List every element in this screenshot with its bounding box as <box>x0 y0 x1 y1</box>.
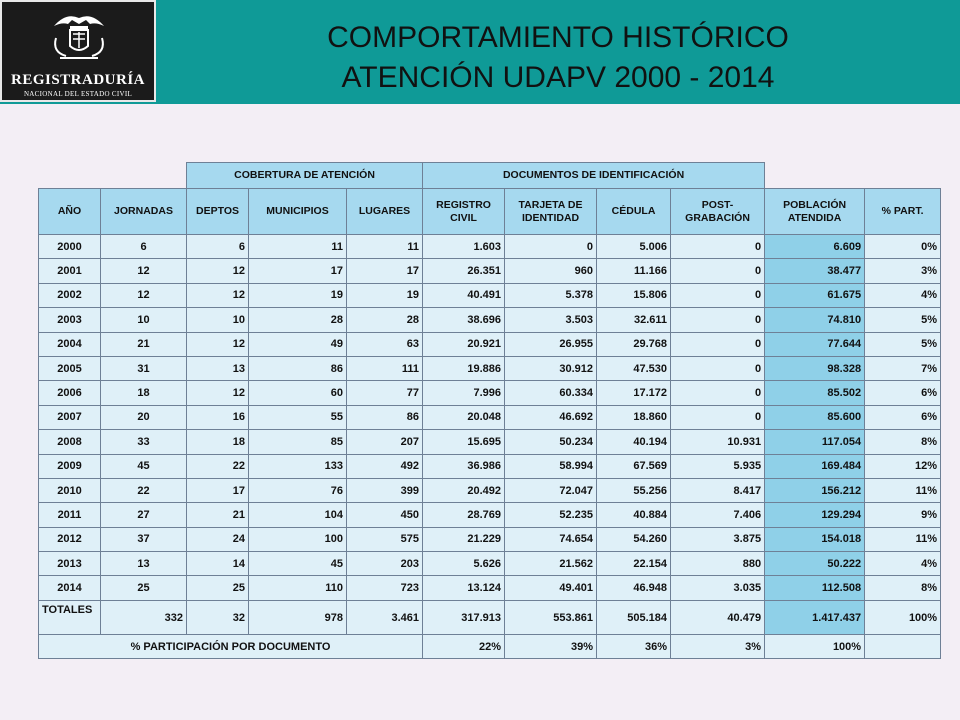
column-header: % PART. <box>865 189 941 235</box>
table-cell: 21.229 <box>423 527 505 551</box>
table-cell: 20 <box>101 405 187 429</box>
table-row <box>39 381 941 405</box>
table-cell: 9% <box>865 503 941 527</box>
table-cell: 19.886 <box>423 356 505 380</box>
table-cell: 85 <box>249 430 347 454</box>
participation-cell: 22% <box>423 635 505 659</box>
table-cell: 85.600 <box>765 405 865 429</box>
table-cell: 98.328 <box>765 356 865 380</box>
table-cell: 17 <box>249 259 347 283</box>
table-cell: 0 <box>671 235 765 259</box>
column-header: MUNICIPIOS <box>249 189 347 235</box>
table-cell: 45 <box>101 454 187 478</box>
table-cell: 38.696 <box>423 308 505 332</box>
table-cell: 85.502 <box>765 381 865 405</box>
table-cell: 8% <box>865 430 941 454</box>
table-cell: 169.484 <box>765 454 865 478</box>
table-cell: 20.921 <box>423 332 505 356</box>
coat-of-arms-icon <box>46 8 112 64</box>
table-cell: 10 <box>101 308 187 332</box>
table-cell: 4% <box>865 552 941 576</box>
totals-cell: 32 <box>187 600 249 635</box>
totals-cell: 505.184 <box>597 600 671 635</box>
table-row <box>39 308 941 332</box>
table-cell: 112.508 <box>765 576 865 600</box>
table-cell: 6% <box>865 381 941 405</box>
table-cell: 50.234 <box>505 430 597 454</box>
table-row <box>39 527 941 551</box>
table-cell: 30.912 <box>505 356 597 380</box>
table-cell: 36.986 <box>423 454 505 478</box>
table-cell: 21 <box>187 503 249 527</box>
table-cell: 8% <box>865 576 941 600</box>
table-cell: 3% <box>865 259 941 283</box>
table-cell: 13 <box>101 552 187 576</box>
table-cell: 12 <box>187 332 249 356</box>
table-cell: 4% <box>865 283 941 307</box>
table-cell: 10 <box>187 308 249 332</box>
table-cell: 14 <box>187 552 249 576</box>
table-cell: 0 <box>671 332 765 356</box>
totals-cell: 978 <box>249 600 347 635</box>
totals-row <box>39 600 941 635</box>
table-cell: 2005 <box>39 356 101 380</box>
table-cell: 49 <box>249 332 347 356</box>
table-cell: 6 <box>101 235 187 259</box>
table-cell: 55.256 <box>597 478 671 502</box>
table-cell: 19 <box>347 283 423 307</box>
table-cell: 74.654 <box>505 527 597 551</box>
table-cell: 11 <box>347 235 423 259</box>
totals-cell: 1.417.437 <box>765 600 865 635</box>
table-cell: 77 <box>347 381 423 405</box>
table-cell: 61.675 <box>765 283 865 307</box>
table-cell: 28 <box>347 308 423 332</box>
table-cell: 17 <box>347 259 423 283</box>
table-cell: 0% <box>865 235 941 259</box>
table-cell: 86 <box>347 405 423 429</box>
table-cell: 5.935 <box>671 454 765 478</box>
table-cell: 3.875 <box>671 527 765 551</box>
table-cell: 154.018 <box>765 527 865 551</box>
table-cell: 12 <box>187 381 249 405</box>
table-cell: 0 <box>671 308 765 332</box>
table-cell: 58.994 <box>505 454 597 478</box>
table-cell: 104 <box>249 503 347 527</box>
table-cell: 40.194 <box>597 430 671 454</box>
table-cell: 2006 <box>39 381 101 405</box>
table-row <box>39 454 941 478</box>
table-cell: 111 <box>347 356 423 380</box>
table-cell: 63 <box>347 332 423 356</box>
table-row <box>39 283 941 307</box>
table-cell: 25 <box>187 576 249 600</box>
title-line-2: ATENCIÓN UDAPV 2000 - 2014 <box>341 61 775 94</box>
table-cell: 156.212 <box>765 478 865 502</box>
table-cell: 2010 <box>39 478 101 502</box>
table-cell: 86 <box>249 356 347 380</box>
table-cell: 575 <box>347 527 423 551</box>
table-cell: 28.769 <box>423 503 505 527</box>
table-cell: 29.768 <box>597 332 671 356</box>
table-row <box>39 332 941 356</box>
group-header-cobertura: COBERTURA DE ATENCIÓN <box>187 163 423 189</box>
table-cell: 22.154 <box>597 552 671 576</box>
table-cell: 55 <box>249 405 347 429</box>
table-cell: 45 <box>249 552 347 576</box>
blank-cell <box>39 163 187 189</box>
table-cell: 492 <box>347 454 423 478</box>
column-header: AÑO <box>39 189 101 235</box>
table-cell: 6.609 <box>765 235 865 259</box>
participation-cell: 39% <box>505 635 597 659</box>
table-cell: 13.124 <box>423 576 505 600</box>
table-row <box>39 552 941 576</box>
column-header: TARJETA DE IDENTIDAD <box>505 189 597 235</box>
table-cell: 18 <box>187 430 249 454</box>
table-row <box>39 503 941 527</box>
table-cell: 399 <box>347 478 423 502</box>
table-cell: 0 <box>671 259 765 283</box>
totals-cell: 553.861 <box>505 600 597 635</box>
table-cell: 203 <box>347 552 423 576</box>
column-header-row <box>39 189 941 235</box>
table-cell: 77.644 <box>765 332 865 356</box>
header-bar <box>0 0 960 104</box>
table-cell: 40.884 <box>597 503 671 527</box>
table-cell: 117.054 <box>765 430 865 454</box>
table-cell: 0 <box>671 381 765 405</box>
table-cell: 26.351 <box>423 259 505 283</box>
table-cell: 32.611 <box>597 308 671 332</box>
table-cell: 5.626 <box>423 552 505 576</box>
table-cell: 880 <box>671 552 765 576</box>
table-cell: 129.294 <box>765 503 865 527</box>
table-cell: 5% <box>865 308 941 332</box>
table-body <box>39 235 941 659</box>
table-cell: 0 <box>671 356 765 380</box>
participation-cell: 36% <box>597 635 671 659</box>
table-cell: 24 <box>187 527 249 551</box>
table-cell: 19 <box>249 283 347 307</box>
table-cell: 20.048 <box>423 405 505 429</box>
column-header: POBLACIÓN ATENDIDA <box>765 189 865 235</box>
statistics-table <box>38 162 941 659</box>
table-cell: 17 <box>187 478 249 502</box>
logo-name: REGISTRADURÍA <box>10 72 146 88</box>
table-cell: 52.235 <box>505 503 597 527</box>
table-cell: 2004 <box>39 332 101 356</box>
table-cell: 13 <box>187 356 249 380</box>
table-cell: 12 <box>187 283 249 307</box>
table-cell: 18.860 <box>597 405 671 429</box>
table-cell: 25 <box>101 576 187 600</box>
table-cell: 1.603 <box>423 235 505 259</box>
column-header: LUGARES <box>347 189 423 235</box>
table-cell: 723 <box>347 576 423 600</box>
participation-cell: 3% <box>671 635 765 659</box>
table-cell: 15.806 <box>597 283 671 307</box>
table-cell: 11% <box>865 527 941 551</box>
registraduria-logo <box>0 0 156 102</box>
table-cell: 54.260 <box>597 527 671 551</box>
table-cell: 60 <box>249 381 347 405</box>
table-row <box>39 430 941 454</box>
column-header: POST-GRABACIÓN <box>671 189 765 235</box>
table-cell: 2014 <box>39 576 101 600</box>
table-cell: 37 <box>101 527 187 551</box>
table-cell: 2001 <box>39 259 101 283</box>
table-cell: 38.477 <box>765 259 865 283</box>
table-cell: 110 <box>249 576 347 600</box>
table-cell: 133 <box>249 454 347 478</box>
group-header-documentos: DOCUMENTOS DE IDENTIFICACIÓN <box>423 163 765 189</box>
table-cell: 2009 <box>39 454 101 478</box>
table-cell: 26.955 <box>505 332 597 356</box>
table-cell: 2008 <box>39 430 101 454</box>
column-header: JORNADAS <box>101 189 187 235</box>
table-cell: 50.222 <box>765 552 865 576</box>
table-cell: 11.166 <box>597 259 671 283</box>
table-cell: 21 <box>101 332 187 356</box>
table-cell: 8.417 <box>671 478 765 502</box>
table-cell: 11 <box>249 235 347 259</box>
totals-cell: 317.913 <box>423 600 505 635</box>
title-line-1: COMPORTAMIENTO HISTÓRICO <box>327 21 789 54</box>
group-header-row <box>39 163 941 189</box>
table-cell: 6 <box>187 235 249 259</box>
table-cell: 33 <box>101 430 187 454</box>
table-cell: 7.406 <box>671 503 765 527</box>
page-title <box>156 18 960 98</box>
table-cell: 2003 <box>39 308 101 332</box>
table-cell: 47.530 <box>597 356 671 380</box>
table-cell: 31 <box>101 356 187 380</box>
table-cell: 22 <box>101 478 187 502</box>
table-cell: 3.503 <box>505 308 597 332</box>
table-cell: 28 <box>249 308 347 332</box>
table-cell: 2011 <box>39 503 101 527</box>
table-cell: 74.810 <box>765 308 865 332</box>
table-cell: 450 <box>347 503 423 527</box>
table-cell: 0 <box>671 405 765 429</box>
table-cell: 2002 <box>39 283 101 307</box>
logo-subtitle: NACIONAL DEL ESTADO CIVIL <box>23 90 133 98</box>
column-header: REGISTRO CIVIL <box>423 189 505 235</box>
table-cell: 20.492 <box>423 478 505 502</box>
totals-label: TOTALES <box>39 600 101 635</box>
totals-cell: 3.461 <box>347 600 423 635</box>
totals-cell: 40.479 <box>671 600 765 635</box>
table-cell: 2013 <box>39 552 101 576</box>
table-cell: 0 <box>505 235 597 259</box>
table-cell: 10.931 <box>671 430 765 454</box>
table-cell: 18 <box>101 381 187 405</box>
table-cell: 22 <box>187 454 249 478</box>
participation-row <box>39 635 941 659</box>
column-header: CÉDULA <box>597 189 671 235</box>
table-cell: 17.172 <box>597 381 671 405</box>
table-cell: 100 <box>249 527 347 551</box>
table-cell: 207 <box>347 430 423 454</box>
table-cell: 27 <box>101 503 187 527</box>
table-cell: 12% <box>865 454 941 478</box>
table-cell: 21.562 <box>505 552 597 576</box>
table-cell: 12 <box>187 259 249 283</box>
totals-cell: 100% <box>865 600 941 635</box>
table-cell: 2007 <box>39 405 101 429</box>
table-row <box>39 405 941 429</box>
table-cell: 5.378 <box>505 283 597 307</box>
table-row <box>39 356 941 380</box>
table-cell: 3.035 <box>671 576 765 600</box>
table-cell: 67.569 <box>597 454 671 478</box>
table-row <box>39 235 941 259</box>
participation-label: % PARTICIPACIÓN POR DOCUMENTO <box>39 635 423 659</box>
statistics-table-container <box>38 162 940 659</box>
table-cell: 5.006 <box>597 235 671 259</box>
table-cell: 60.334 <box>505 381 597 405</box>
table-cell: 72.047 <box>505 478 597 502</box>
totals-cell: 332 <box>101 600 187 635</box>
column-header: DEPTOS <box>187 189 249 235</box>
table-cell: 960 <box>505 259 597 283</box>
table-cell: 11% <box>865 478 941 502</box>
table-cell: 40.491 <box>423 283 505 307</box>
table-cell: 5% <box>865 332 941 356</box>
table-row <box>39 259 941 283</box>
table-cell: 15.695 <box>423 430 505 454</box>
table-row <box>39 478 941 502</box>
table-cell: 46.692 <box>505 405 597 429</box>
table-cell: 16 <box>187 405 249 429</box>
table-row <box>39 576 941 600</box>
table-cell: 6% <box>865 405 941 429</box>
participation-cell: 100% <box>765 635 865 659</box>
table-cell: 2012 <box>39 527 101 551</box>
table-cell: 12 <box>101 259 187 283</box>
table-cell: 2000 <box>39 235 101 259</box>
table-cell: 12 <box>101 283 187 307</box>
table-cell: 49.401 <box>505 576 597 600</box>
empty-cell <box>865 635 941 659</box>
blank-cell <box>765 163 941 189</box>
table-cell: 7.996 <box>423 381 505 405</box>
table-cell: 7% <box>865 356 941 380</box>
table-cell: 46.948 <box>597 576 671 600</box>
table-cell: 76 <box>249 478 347 502</box>
table-cell: 0 <box>671 283 765 307</box>
